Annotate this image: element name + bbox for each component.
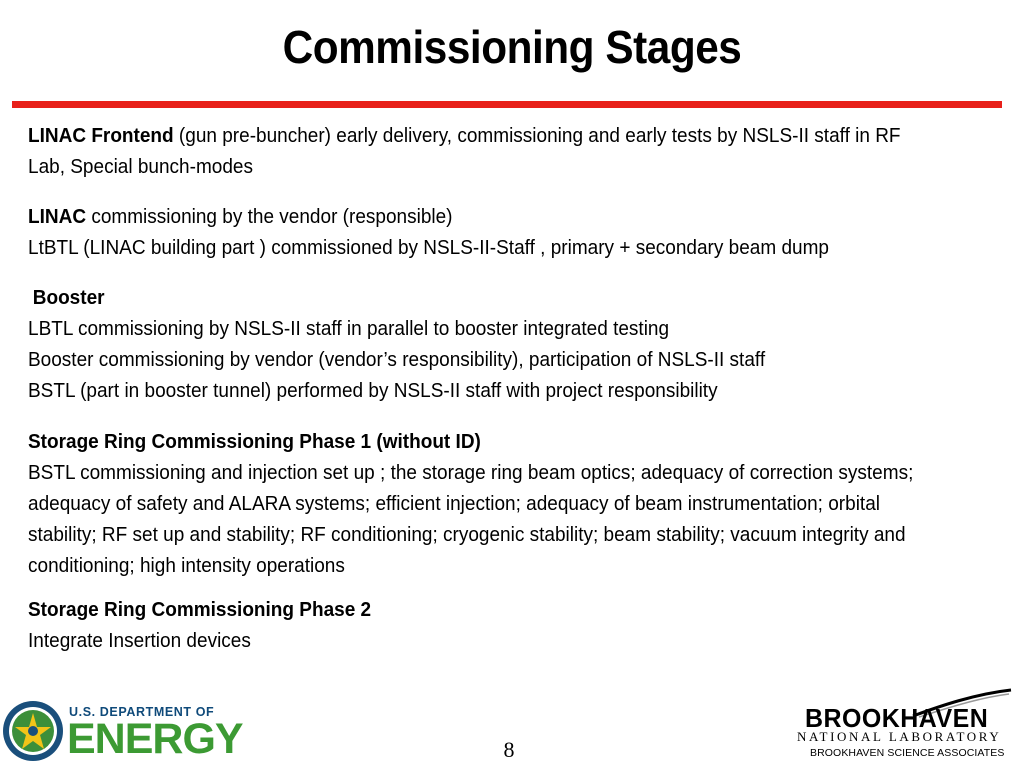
body-line [28,121,940,183]
brookhaven-logo [795,688,1020,768]
body-line: LBTL commissioning by NSLS-II staff in parallel to booster integrated testing [28,318,670,340]
section-heading: Storage Ring Commissioning Phase 1 (without ID) [28,431,481,453]
brookhaven-associates: BROOKHAVEN SCIENCE ASSOCIATES [810,747,1005,759]
title-divider [12,101,1002,108]
section-storage-ring-phase-1 [28,427,940,582]
section-storage-ring-phase-2 [28,595,940,657]
section-heading: LINAC Frontend [28,125,174,147]
body-line: Booster commissioning by vendor (vendor’s responsibility), participation of NSLS-II staff [28,349,766,371]
section-linac [28,202,940,264]
section-heading: LINAC [28,206,87,228]
doe-seal-icon [2,700,64,762]
doe-department-text: U.S. DEPARTMENT OF [69,705,215,719]
page-number: 8 [503,737,515,762]
doe-energy-text: ENERGY [67,715,243,763]
section-heading: Booster [32,287,105,309]
body-line: BSTL commissioning and injection set up ; the storage ring beam optics; adequacy of correction systems; adequacy of safety and ALARA systems; efficient injection; adequacy of beam instrumentation; orbital stability; RF set up and stability; RF conditioning; cryogenic stability; beam stability; vacuum integrity and conditioning; high intensity operations [28,462,914,577]
body-line: LtBTL (LINAC building part ) commissioned by NSLS-II-Staff , primary + secondary beam dump [28,237,829,259]
body-text: commissioning by the vendor (responsible) [86,206,453,228]
body-text: (gun pre-buncher) early delivery, commissioning and early tests by NSLS-II staff in RF Lab, Special bunch-modes [28,125,901,178]
slide-body [28,121,940,657]
slide-title: Commissioning Stages [282,21,742,73]
section-linac-frontend [28,121,940,183]
body-line [28,202,940,233]
brookhaven-subtitle: NATIONAL LABORATORY [797,729,1002,744]
section-heading: Storage Ring Commissioning Phase 2 [28,599,372,621]
body-line: Integrate Insertion devices [28,630,251,652]
doe-logo [0,696,260,768]
body-line: BSTL (part in booster tunnel) performed by NSLS-II staff with project responsibility [28,380,718,402]
section-booster [28,283,940,407]
brookhaven-name: BROOKHAVEN [805,703,989,733]
